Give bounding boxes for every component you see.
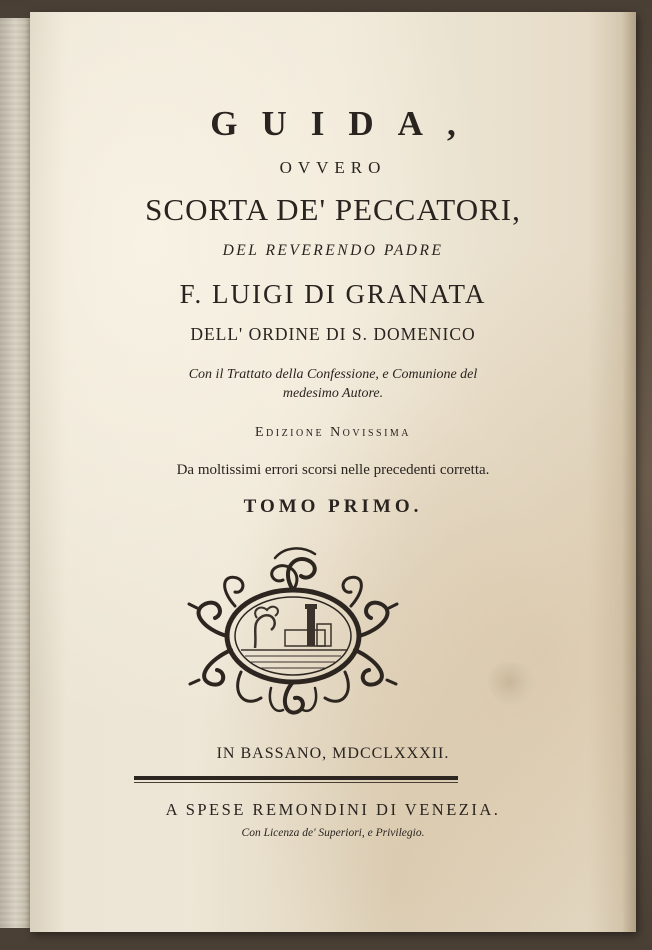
author-attribution: DEL REVERENDO PADRE — [222, 242, 444, 259]
publisher-line: A SPESE REMONDINI DI VENEZIA. — [165, 800, 501, 819]
title-conjunction: OVVERO — [279, 158, 387, 177]
corrections-note: Da moltissimi errori scorsi nelle precedenti corretta. — [176, 462, 490, 478]
volume-label: TOMO PRIMO. — [243, 496, 423, 517]
divider-rule — [134, 776, 458, 780]
divider-rule-thin — [134, 782, 458, 783]
author-name: F. LUIGI DI GRANATA — [179, 279, 487, 309]
license-line: Con Licenza de' Superiori, e Privilegio. — [241, 827, 425, 839]
paper-stain — [488, 662, 536, 706]
treatise-note — [30, 365, 636, 403]
book-title: GUIDA, — [210, 104, 480, 143]
book-subtitle: SCORTA DE' PECCATORI, — [145, 192, 521, 227]
treatise-line-2: medesimo Autore. — [282, 386, 384, 401]
engraved-cartouche-icon — [175, 538, 411, 728]
treatise-line-1: Con il Trattato della Confessione, e Comunione del — [188, 367, 478, 382]
edition-note: Edizione Novissima — [254, 425, 412, 440]
religious-order: DELL' ORDINE DI S. DOMENICO — [190, 324, 476, 344]
title-page — [30, 12, 636, 932]
place-and-date: IN BASSANO, MDCCLXXXII. — [216, 745, 450, 762]
